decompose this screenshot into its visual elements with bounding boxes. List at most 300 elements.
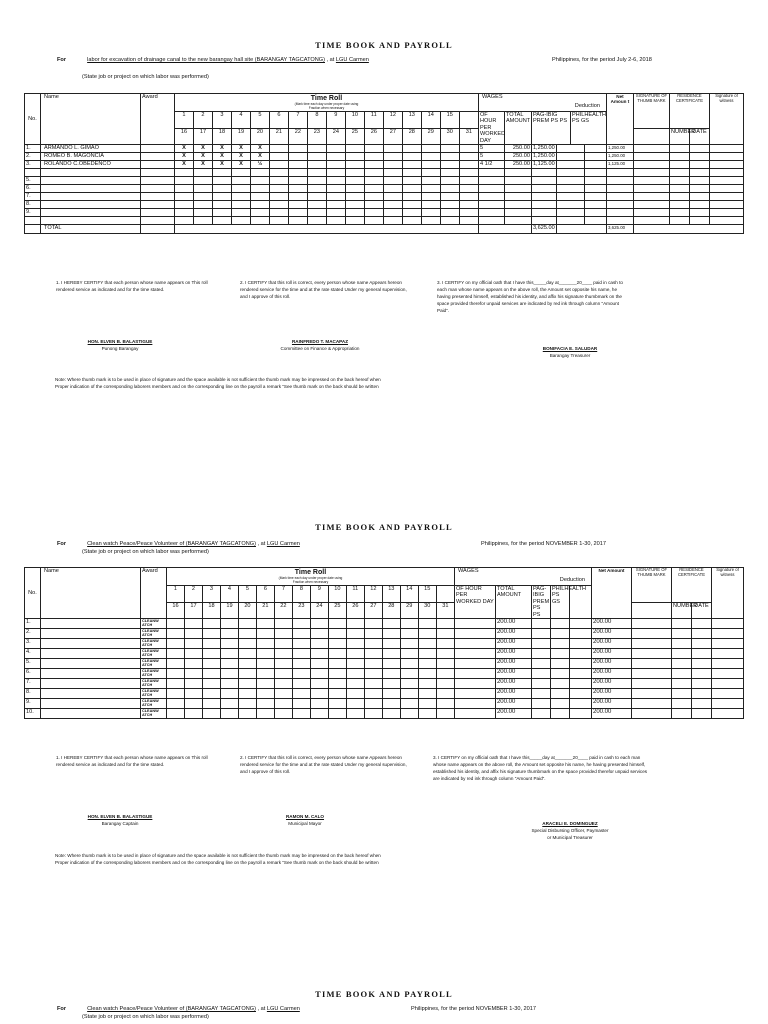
blank-cell [569, 699, 591, 709]
attendance-cell [184, 709, 202, 719]
attendance-cell [202, 679, 220, 689]
total-amount: 200.00 [495, 669, 531, 679]
total-amount: 1,250.00 [532, 145, 555, 152]
net-amount: 200.00 [591, 669, 631, 679]
attendance-cell [167, 679, 185, 689]
pag-ibig-cell [531, 659, 550, 669]
residence-date-cell [691, 659, 711, 669]
project-name: labor for excavation of drainage canal to the new barangay hall site (BARANGAY TAGCATONG) [87, 57, 325, 63]
attendance-cell [400, 659, 418, 669]
employee-name: ROMEO B. MAGONCIA [41, 153, 141, 161]
attendance-cell [418, 699, 436, 709]
table-row [25, 568, 744, 576]
employee-name [41, 619, 141, 629]
day-header: 21 [256, 602, 274, 619]
attendance-cell [310, 699, 328, 709]
attendance-mark: X [231, 161, 250, 169]
attendance-cell [184, 639, 202, 649]
residence-number-cell [671, 649, 691, 659]
attendance-cell [292, 689, 310, 699]
day-header: 3 [202, 586, 220, 603]
row-number: 5. [25, 177, 41, 185]
hours-worked [454, 649, 495, 659]
deduction-sub-label: Deduction [559, 577, 585, 584]
attendance-cell [292, 709, 310, 719]
certification-3: 3. I CERTIFY on my official oath that I have this_____day at_______20____ paid in cash to each man whose name appears on the above roll, the Amount set opposite his name, he having presented himself, established his identity, and affix his signature thumbmark on the space provided therefor unpaid services are indicated by red ink through column "Amount Paid". [437, 280, 623, 314]
philhealth-cell [550, 679, 569, 689]
day-header: 2 [184, 586, 202, 603]
residence-number-cell [671, 679, 691, 689]
state-job-line: (State job or project on which labor was performed) [82, 1014, 209, 1020]
attendance-cell [238, 709, 256, 719]
time-roll-instruction: (Mark time each day under proper date using [294, 102, 359, 106]
row-number: 7. [25, 679, 41, 689]
residence-number-cell [671, 659, 691, 669]
day-header: 31 [459, 128, 478, 145]
total-amount: 200.00 [495, 619, 531, 629]
attendance-mark: X [175, 161, 194, 169]
day-header: 8 [292, 586, 310, 603]
row-number: 1. [25, 145, 41, 153]
attendance-cell [220, 679, 238, 689]
attendance-cell [184, 689, 202, 699]
attendance-cell [238, 649, 256, 659]
philhealth-cell [550, 669, 569, 679]
row-number: 7. [25, 193, 41, 201]
attendance-cell [256, 649, 274, 659]
attendance-cell [184, 629, 202, 639]
residence-number-cell [671, 639, 691, 649]
day-header: 1 [175, 112, 194, 129]
day-header: 10 [345, 112, 364, 129]
day-header: 30 [440, 128, 459, 145]
attendance-cell [292, 669, 310, 679]
total-amount: 200.00 [495, 649, 531, 659]
blank-cell [569, 629, 591, 639]
residence-date-cell [691, 709, 711, 719]
row-number: 5. [25, 659, 41, 669]
attendance-cell [418, 639, 436, 649]
attendance-cell [256, 679, 274, 689]
attendance-cell [328, 629, 346, 639]
period: Philippines, for the period NOVEMBER 1-30, 2017 [411, 1006, 536, 1012]
attendance-cell [382, 649, 400, 659]
table-row [25, 649, 744, 659]
net-amount: 200.00 [591, 629, 631, 639]
attendance-cell [364, 629, 382, 639]
employee-name [41, 669, 141, 679]
day-header: 2 [193, 112, 212, 129]
certification-3: 3. I CERTIFY on my official oath that I have this_____day at_______20____ paid in cash to each man whose name appears on the above roll, the Amount set opposite his name, he having presented himself, established his identity, and affix his signature thumbmark on the space provided therefor unpaid services are indicated by red ink through column "Amount Paid". [433, 755, 648, 782]
employee-name [41, 629, 141, 639]
header-signature-witness: Signature of witness [710, 94, 744, 145]
day-header: 8 [307, 112, 326, 129]
day-header: 17 [184, 602, 202, 619]
day-header: 13 [402, 112, 421, 129]
day-header: 20 [238, 602, 256, 619]
attendance-cell [238, 639, 256, 649]
certification-2: 2. I CERTIFY that this roll is correct, every person whose name Appears hereon rendered service for the time and at the rate stated Under my general supervision, and I approve of this roll. [240, 755, 407, 775]
net-amount: 1,250.00 [606, 153, 633, 161]
attendance-cell [328, 699, 346, 709]
philhealth-cell [550, 619, 569, 629]
net-amount: 1,250.00 [606, 145, 633, 153]
net-amount: 200.00 [591, 689, 631, 699]
attendance-cell [220, 659, 238, 669]
witness-cell [712, 629, 744, 639]
time-roll-instruction: (Mark time each day under proper date using [278, 576, 343, 580]
project-name: Clean watch Peace/Peace Volunteer of (BARANGAY TAGCATONG) [87, 541, 256, 547]
attendance-cell [436, 639, 454, 649]
header-pag-ibig: PAG-IBIG PREM PS PS [531, 112, 570, 145]
signature-cell [631, 669, 671, 679]
attendance-cell [238, 669, 256, 679]
blank-cell [569, 689, 591, 699]
attendance-cell [184, 669, 202, 679]
net-amount: 200.00 [591, 659, 631, 669]
period: Philippines, for the period July 2-6, 2018 [552, 57, 652, 63]
attendance-cell [202, 619, 220, 629]
total-amount: 1,250.00 [532, 153, 555, 160]
attendance-cell [418, 709, 436, 719]
day-header: 6 [256, 586, 274, 603]
attendance-cell [220, 619, 238, 629]
attendance-cell [364, 709, 382, 719]
net-amount: 200.00 [591, 619, 631, 629]
attendance-cell [184, 649, 202, 659]
attendance-cell [310, 639, 328, 649]
residence-date-cell [691, 669, 711, 679]
attendance-cell [256, 639, 274, 649]
attendance-cell [310, 649, 328, 659]
attendance-cell [274, 639, 292, 649]
header-residence-cert: RESIDENCE CERTIFICATE [669, 94, 709, 129]
witness-cell [712, 639, 744, 649]
award-cell: CLEANW ATCH [141, 659, 167, 669]
location: LGU Carmen [335, 57, 369, 63]
attendance-cell [202, 629, 220, 639]
award-cell: CLEANW ATCH [141, 669, 167, 679]
day-header: 30 [418, 602, 436, 619]
attendance-cell [346, 629, 364, 639]
header-number: NUMBER [671, 602, 691, 619]
attendance-cell [220, 639, 238, 649]
employee-name [41, 659, 141, 669]
header-pag-ibig: PAG-IBIG PREM PS PS [532, 586, 550, 618]
attendance-mark: X [193, 153, 212, 161]
attendance-cell [274, 629, 292, 639]
attendance-cell [256, 689, 274, 699]
attendance-cell [346, 709, 364, 719]
day-header: 22 [274, 602, 292, 619]
header-philhealth: PHILHEALTH PS GS [570, 112, 606, 145]
philhealth-cell [550, 649, 569, 659]
row-number: 2. [25, 629, 41, 639]
day-header: 31 [436, 602, 454, 619]
attendance-cell [274, 679, 292, 689]
residence-number-cell [671, 619, 691, 629]
philhealth-cell [550, 639, 569, 649]
attendance-mark: X [212, 145, 231, 153]
attendance-cell [418, 659, 436, 669]
residence-date-cell [691, 689, 711, 699]
day-header: 15 [440, 112, 459, 129]
header-number: NUMBER [669, 128, 689, 145]
attendance-cell [400, 669, 418, 679]
witness-cell [712, 659, 744, 669]
net-amount: 200.00 [591, 699, 631, 709]
signature-cell [631, 689, 671, 699]
signature-cell [631, 629, 671, 639]
table-row [25, 699, 744, 709]
attendance-mark: ½ [250, 161, 269, 169]
residence-date-cell [691, 649, 711, 659]
day-header [436, 586, 454, 603]
day-header: 28 [402, 128, 421, 145]
day-header: 11 [346, 586, 364, 603]
attendance-cell [364, 619, 382, 629]
blank-cell [569, 669, 591, 679]
signature-cell [631, 619, 671, 629]
attendance-cell [202, 639, 220, 649]
signature-cell [631, 679, 671, 689]
attendance-cell [292, 619, 310, 629]
attendance-cell [274, 689, 292, 699]
certification-1: 1. I HEREBY CERTIFY that each person whose name appears on This roll rendered service as indicated and for the time stated. [56, 755, 208, 768]
attendance-cell [400, 639, 418, 649]
attendance-cell [310, 679, 328, 689]
day-header: 22 [288, 128, 307, 145]
signature-cell [631, 709, 671, 719]
day-header: 12 [364, 586, 382, 603]
attendance-cell [292, 629, 310, 639]
day-header: 12 [383, 112, 402, 129]
row-number: 1. [25, 619, 41, 629]
day-header: 9 [310, 586, 328, 603]
row-number: 3. [25, 639, 41, 649]
attendance-cell [167, 619, 185, 629]
day-header: 9 [326, 112, 345, 129]
day-header: 4 [220, 586, 238, 603]
signatory-treasurer: BONIFACIA E. SALUDAR Barangay Treasurer [542, 346, 598, 358]
total-amount: 200.00 [495, 709, 531, 719]
total-amount: 200.00 [495, 689, 531, 699]
pag-ibig-cell [531, 709, 550, 719]
attendance-cell [184, 679, 202, 689]
attendance-cell [436, 629, 454, 639]
attendance-cell [167, 689, 185, 699]
total-amount-sum: 3,625.00 [531, 225, 556, 234]
attendance-cell [436, 649, 454, 659]
table-row [25, 679, 744, 689]
day-header: 26 [364, 128, 383, 145]
signature-cell [631, 659, 671, 669]
net-amount: 200.00 [591, 649, 631, 659]
attendance-cell [220, 699, 238, 709]
pag-ibig-cell [531, 679, 550, 689]
attendance-cell [238, 679, 256, 689]
day-header: 3 [212, 112, 231, 129]
attendance-cell [400, 619, 418, 629]
hours-worked [454, 659, 495, 669]
daily-rate: 250.00 [504, 153, 531, 161]
payroll-table [24, 567, 744, 719]
attendance-cell [292, 639, 310, 649]
residence-date-cell [691, 699, 711, 709]
day-header: 13 [382, 586, 400, 603]
header-award: Award [141, 568, 167, 619]
header-no: No. [25, 94, 41, 145]
residence-date-cell [691, 639, 711, 649]
time-roll-title: Time Roll [294, 568, 327, 576]
attendance-mark: X [250, 145, 269, 153]
net-amount: 200.00 [591, 639, 631, 649]
blank-cell [569, 649, 591, 659]
table-row [25, 619, 744, 629]
state-job-line: (State job or project on which labor was performed) [82, 549, 209, 555]
total-amount: 200.00 [495, 679, 531, 689]
attendance-cell [238, 629, 256, 639]
attendance-cell [418, 649, 436, 659]
attendance-cell [274, 649, 292, 659]
attendance-cell [346, 699, 364, 709]
attendance-cell [167, 669, 185, 679]
day-header: 20 [250, 128, 269, 145]
day-header: 21 [269, 128, 288, 145]
employee-name [41, 639, 141, 649]
table-row [25, 629, 744, 639]
day-header: 25 [328, 602, 346, 619]
hours-worked [454, 679, 495, 689]
attendance-cell [167, 699, 185, 709]
attendance-cell [436, 619, 454, 629]
award-cell: CLEANW ATCH [141, 639, 167, 649]
attendance-cell [184, 659, 202, 669]
attendance-cell [328, 619, 346, 629]
pag-ibig-cell [531, 619, 550, 629]
total-amount: 1,125.00 [532, 161, 555, 168]
location: LGU Carmen [266, 541, 300, 547]
deduction-sub-label: Deduction [574, 103, 600, 110]
residence-date-cell [691, 619, 711, 629]
thumb-mark-note: Note: Where thumb mark is to be used in place of signature and the space available is not sufficient the thumb mark may be impressed on the back hereof when Proper indication of the corresponding laborers members and on the corresponding line on the payroll a remark "See thumb mark on the back should be written [55, 377, 381, 390]
header-net-amount: Net Amount [591, 568, 631, 619]
pag-ibig-cell [531, 639, 550, 649]
day-header: 6 [269, 112, 288, 129]
table-row [25, 709, 744, 719]
day-header: 27 [364, 602, 382, 619]
attendance-cell [418, 669, 436, 679]
attendance-cell [274, 709, 292, 719]
witness-cell [712, 679, 744, 689]
attendance-cell [346, 679, 364, 689]
attendance-cell [364, 669, 382, 679]
signature-cell [631, 639, 671, 649]
daily-rate: 250.00 [504, 161, 531, 169]
header-total-amount: TOTAL AMOUNT [495, 586, 531, 619]
attendance-cell [238, 699, 256, 709]
attendance-cell [382, 659, 400, 669]
attendance-cell [220, 649, 238, 659]
header-award: Award [141, 94, 175, 145]
header-philhealth: PHILHEALTH PS GS [550, 586, 569, 619]
time-roll-instruction: Fraction when necessary [292, 579, 329, 584]
net-amount: 1,125.00 [606, 161, 633, 169]
net-amount-sum: 3,625.00 [606, 225, 633, 234]
day-header: 16 [167, 602, 185, 619]
state-job-line: (State job or project on which labor was performed) [82, 74, 209, 80]
day-header: 25 [345, 128, 364, 145]
attendance-cell [202, 699, 220, 709]
attendance-cell [256, 709, 274, 719]
blank-cell [569, 709, 591, 719]
day-header: 16 [175, 128, 194, 145]
attendance-cell [220, 709, 238, 719]
day-header: 7 [288, 112, 307, 129]
attendance-cell [382, 689, 400, 699]
attendance-cell [364, 659, 382, 669]
attendance-cell [167, 649, 185, 659]
row-number: 9. [25, 699, 41, 709]
header-name: Name [41, 94, 141, 145]
header-wages [454, 568, 591, 586]
attendance-cell [292, 649, 310, 659]
attendance-cell [346, 649, 364, 659]
attendance-cell [436, 709, 454, 719]
residence-number-cell [671, 689, 691, 699]
attendance-cell [364, 689, 382, 699]
attendance-cell [292, 699, 310, 709]
header-date: DATE [689, 128, 709, 145]
residence-date-cell [691, 629, 711, 639]
day-header: 11 [364, 112, 383, 129]
signatory-municipal-mayor: RAMON M. CALO Municipal Mayor [285, 814, 325, 826]
attendance-cell [418, 619, 436, 629]
row-number: 3. [25, 161, 41, 169]
attendance-cell [382, 709, 400, 719]
attendance-cell [346, 659, 364, 669]
wages-label: WAGES [457, 568, 479, 574]
employee-name [41, 709, 141, 719]
employee-name [41, 689, 141, 699]
table-row [25, 659, 744, 669]
attendance-cell [364, 639, 382, 649]
attendance-cell [184, 619, 202, 629]
attendance-cell [364, 679, 382, 689]
attendance-cell [274, 699, 292, 709]
payroll-title: TIME BOOK AND PAYROLL [315, 989, 453, 999]
attendance-mark: X [231, 153, 250, 161]
award-cell: CLEANW ATCH [141, 649, 167, 659]
attendance-cell [436, 659, 454, 669]
period: Philippines, for the period NOVEMBER 1-30, 2017 [481, 541, 606, 547]
attendance-mark: X [175, 153, 194, 161]
attendance-cell [256, 699, 274, 709]
hours-worked: 5 [478, 153, 504, 161]
attendance-cell [256, 619, 274, 629]
attendance-cell [400, 679, 418, 689]
blank-cell [569, 639, 591, 649]
attendance-cell [400, 699, 418, 709]
award-cell: CLEANW ATCH [141, 689, 167, 699]
attendance-cell [400, 649, 418, 659]
award-cell: CLEANW ATCH [141, 679, 167, 689]
attendance-cell [310, 659, 328, 669]
thumb-mark-note: Note: Where thumb mark is to be used in place of signature and the space available is not sufficient the thumb mark may be impressed on the back hereof when Proper indication of the corresponding laborers members and on the corresponding line on the payroll a remark "See thumb mark on the back should be written [55, 853, 381, 866]
net-amount: 200.00 [591, 679, 631, 689]
philhealth-cell [550, 709, 569, 719]
signature-cell [631, 699, 671, 709]
